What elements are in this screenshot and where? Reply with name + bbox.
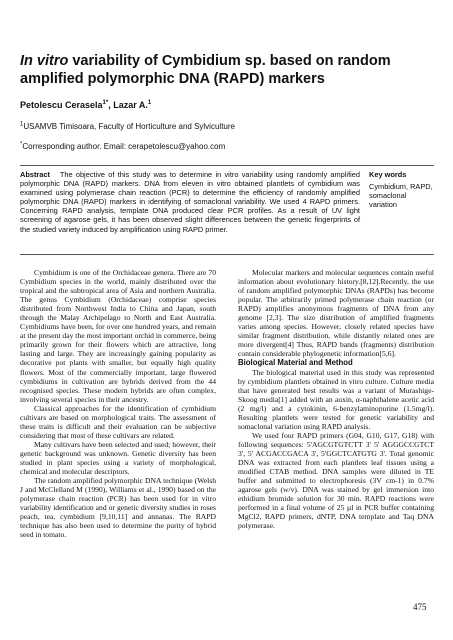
author-list bbox=[20, 100, 151, 110]
keywords-text: Cymbidium, RAPD, somaclonal variation bbox=[369, 182, 433, 210]
correspondence-sup: * bbox=[20, 141, 23, 148]
author-2: Lazar A. bbox=[113, 100, 148, 110]
left-column bbox=[20, 268, 216, 539]
page-number: 475 bbox=[413, 602, 427, 612]
section-title: Biological Material and Method bbox=[238, 358, 353, 368]
paper-title bbox=[20, 52, 440, 88]
author-separator: , bbox=[108, 100, 114, 110]
abstract-text: The objective of this study was to determine in vitro variability using randomly amplified polymorphic DNA (RAPD) markers. DNA from eleven in vitro obtained plantlets of cymbidium was examined using polymerase chain reaction (PCR) to determine the efficiency of randomly amplified polymorphic DNA (RAPD) markers in identifying of somaclonal variability. We used 4 RAPD primers. Concerning RAPD analysis, template DNA produced clear PCR profiles. As a result of UV light screening of agarose gels, it has been observed slight differences between the genetic fingerprints of the studied variety induced by amplification using RAPD primer. bbox=[20, 170, 360, 234]
left-paragraph-3: Many cultivars have been selected and used; however, their genetic background was unknown. Genetic diversity has been studied in plant species using a variety of morphological, chemical and molecular descriptors. bbox=[20, 439, 216, 477]
affiliation bbox=[20, 122, 235, 131]
top-divider bbox=[20, 165, 434, 166]
title-italic-part: In vitro bbox=[20, 53, 69, 69]
right-column bbox=[238, 268, 434, 530]
left-paragraph-4: The random amplified polymorphic DNA technique (Welsh J and McClelland M (1990), Williams et al., 1990) based on the polymerase chain reaction (PCR) has been used for in vitro variability identification and or genetic diversity studies in roses peach, tea, cymbidium [9,10,11] and annanas. The RAPD technique has also been used to determine the purity of hybrid seed in tomato. bbox=[20, 476, 216, 540]
right-intro-paragraph: Molecular markers and molecular sequences contain useful information about evolutionary history.[8,12].Recently, the use of random amplified polymorphic DNAs (RAPDs) has become popular. The arbitrarily primed polymerase chain reaction (or RAPD) amplifies anonymous fragments of DNA from any genome [2,3]. The size distribution of amplified fragments varies among species. However, closely related species have similar fragment distribution, while distantly related ones are more divergent[4] Thus, RAPD bands (fragments) distribution contain considerable phylogenetic information[5,6]. bbox=[238, 268, 434, 359]
abstract bbox=[20, 170, 360, 234]
right-paragraph-1: The biological material used in this study was represented by cymbidium plantlets obtained in vitro culture. Culture media that have generated best results was a variant of Murashige-Skoog media[1] added with an auxin, α-naphthalene acetic acid (2 mg/l) and a cytokinin, 6-benzylaminopurine (1.5mg/l). Resulting plantlets were tested for genetic variability and somaclonal variation using RAPD analysis. bbox=[238, 367, 434, 431]
bottom-divider bbox=[20, 254, 434, 255]
correspondence-text: Corresponding author. Email: cerapetolescu@yahoo.com bbox=[22, 142, 226, 151]
keywords-label: Key words bbox=[369, 170, 407, 179]
abstract-label: Abstract bbox=[20, 170, 50, 179]
correspondence bbox=[20, 142, 225, 151]
title-rest: variability of Cymbidium sp. based on random amplified polymorphic DNA (RAPD) markers bbox=[20, 53, 391, 87]
left-paragraph-1: Cymbidium is one of the Orchidaceae genera. There are 70 Cymbidium species in the world, mainly distributed over the tropical and the subtropical area of Asia and northern Australia. The genus Cymbidium (Orchidaceae) comprise species distributed from Northwest India to China and Japan, south through the Malay Archipelago to North and East Australia. Cymbidiums have been, for over one hundred years, and remain at the present day the most important orchid in commerce, being primarily grown for their flowers which are attractive, long lasting and large. They are increasingly gaining popularity as decorative pot plants with smaller, but equally high quality flowers. Most of the commercially important, large flowered cymbidiums in cultivation are hybrids derived from the 44 recognised species. These modern hybrids are often complex, involving several species in their ancestry. bbox=[20, 268, 216, 404]
author-1: Petolescu Cerasela bbox=[20, 100, 103, 110]
author-1-sup: 1* bbox=[102, 100, 109, 106]
right-paragraph-2: We used four RAPD primers (G04, G10, G17, G18) with following sequences: 5'AGCGTGTCTT 3' 5' AGGGCCGTCT 3', 5' ACGACCGACA 3', 5'GGCTCATGTG 3'. Total genomic DNA was extracted from each plantlets leaf tissues using a modified CTAB method. DNA samples were diluted in TE buffer and submitted to electrophoresis (3V cm-1) in 0.7% agarose gels (w/v). DNA was stained by gel immersion into ethidium bromide solution for 30 min. RAPD reactions were performed in a final volume of 25 µl in PCR buffer containing MgCl2, RAPD primers, dNTP, DNA template and Taq DNA polymerase. bbox=[238, 430, 434, 531]
left-paragraph-2: Classical approaches for the identification of cymbidium cultivars are based on morphological traits. The assessment of these traits is difficult and their evaluation can be subjective considering that most of these cultivars are related. bbox=[20, 403, 216, 440]
keywords-box bbox=[369, 170, 435, 209]
affiliation-sup: 1 bbox=[20, 121, 24, 128]
affiliation-text: USAMVB Timisoara, Faculty of Horticulture and Sylviculture bbox=[23, 122, 235, 131]
author-2-sup: 1 bbox=[147, 100, 152, 106]
